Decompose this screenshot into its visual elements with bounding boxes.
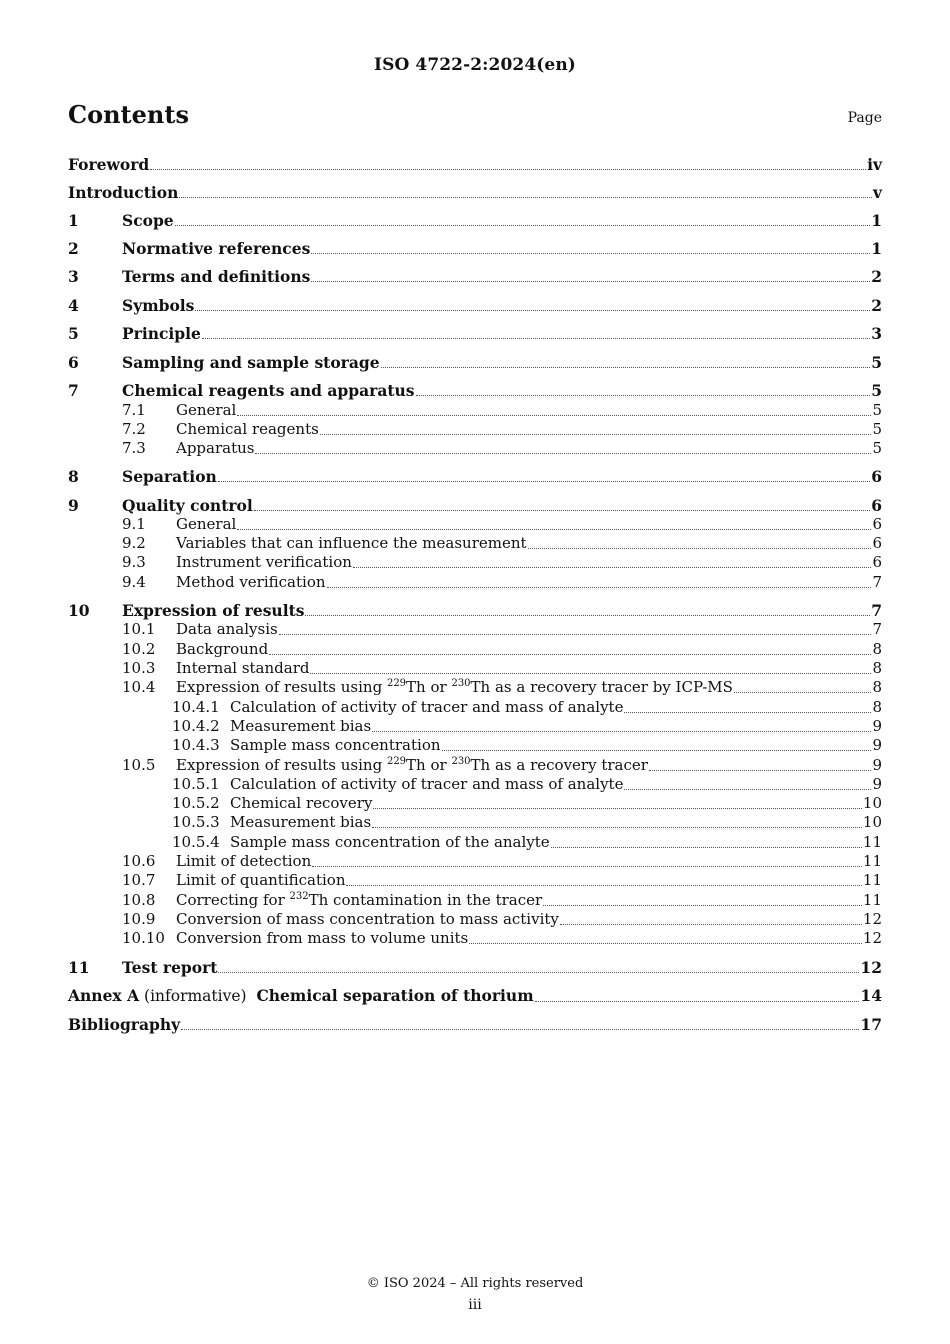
- dot-leader: [560, 923, 862, 925]
- toc-entry[interactable]: [68, 1015, 882, 1034]
- toc-entry-title: Background: [176, 640, 269, 658]
- dot-leader: [469, 942, 862, 944]
- toc-entry-title: Expression of results: [122, 601, 305, 620]
- toc-entry-page: 11: [862, 833, 882, 851]
- toc-entry-page: 8: [872, 640, 882, 658]
- toc-entry-number: 7: [68, 381, 79, 400]
- toc-entry[interactable]: [122, 891, 882, 910]
- toc-entry-title: Measurement bias: [230, 813, 372, 831]
- toc-entry[interactable]: [122, 756, 882, 775]
- dot-leader: [175, 224, 871, 226]
- dot-leader: [202, 337, 870, 339]
- toc-entry-title: [176, 891, 542, 910]
- toc-entry-page: iv: [867, 155, 882, 174]
- dot-leader: [195, 309, 870, 311]
- dot-leader: [150, 168, 866, 170]
- toc-entry-number: 10.10: [122, 929, 165, 947]
- toc-entry[interactable]: [172, 775, 882, 794]
- toc-entry-page: 7: [871, 601, 882, 620]
- toc-entry[interactable]: [122, 439, 882, 458]
- toc-entry[interactable]: [68, 381, 882, 400]
- toc-entry-page: 7: [872, 573, 882, 591]
- dot-leader: [310, 672, 871, 674]
- toc-entry-number: 6: [68, 353, 79, 372]
- toc-title-part: Th as a recovery tracer by ICP-MS: [470, 678, 733, 696]
- dot-leader: [312, 865, 862, 867]
- isotope-mass-number: 230: [451, 678, 471, 689]
- dot-leader: [254, 509, 870, 511]
- toc-entry-title: Quality control: [122, 496, 253, 515]
- toc-entry[interactable]: [68, 155, 882, 174]
- toc-entry[interactable]: [172, 833, 882, 852]
- toc-entry-page: 6: [872, 515, 882, 533]
- toc-entry[interactable]: [68, 296, 882, 315]
- toc-entry-title: Normative references: [122, 239, 311, 258]
- page-number: iii: [468, 1297, 482, 1313]
- dot-leader: [320, 433, 872, 435]
- toc-entry-number: 10: [68, 601, 90, 620]
- toc-entry-title: General: [176, 401, 237, 419]
- toc-entry-title: Scope: [122, 211, 174, 230]
- toc-entry[interactable]: [172, 698, 882, 717]
- dot-leader: [237, 414, 871, 416]
- toc-entry-page: 14: [860, 986, 882, 1005]
- toc-entry[interactable]: [68, 239, 882, 258]
- toc-entry-number: 10.8: [122, 891, 156, 909]
- toc-entry-number: 10.5.3: [172, 813, 220, 831]
- dot-leader: [305, 614, 870, 616]
- toc-entry-number: 7.3: [122, 439, 146, 457]
- toc-entry[interactable]: [122, 659, 882, 678]
- toc-entry-number: 10.4.1: [172, 698, 220, 716]
- toc-entry-title: Test report: [122, 958, 218, 977]
- toc-entry-page: 12: [860, 958, 882, 977]
- dot-leader: [381, 366, 871, 368]
- toc-entry-number: 5: [68, 324, 79, 343]
- dot-leader: [179, 196, 872, 198]
- toc-entry[interactable]: [122, 420, 882, 439]
- toc-entry-page: 11: [862, 891, 882, 909]
- toc-entry[interactable]: [68, 467, 882, 486]
- dot-leader: [279, 633, 872, 635]
- toc-entry-title: Limit of detection: [176, 852, 312, 870]
- toc-entry-number: 9.1: [122, 515, 146, 533]
- toc-entry[interactable]: [68, 183, 882, 202]
- document-id-header: ISO 4722-2:2024(en): [374, 55, 576, 75]
- toc-entry-page: 1: [871, 239, 882, 258]
- toc-entry-title: Measurement bias: [230, 717, 372, 735]
- toc-entry[interactable]: [122, 401, 882, 420]
- toc-entry-title: Data analysis: [176, 620, 278, 638]
- toc-entry-page: 8: [872, 678, 882, 696]
- toc-entry-title: Calculation of activity of tracer and mass of analyte: [230, 775, 624, 793]
- toc-entry-page: 5: [871, 381, 882, 400]
- dot-leader: [346, 884, 861, 886]
- toc-entry-page: 5: [872, 401, 882, 419]
- toc-entry-title: Terms and definitions: [122, 267, 311, 286]
- toc-entry-title: Conversion from mass to volume units: [176, 929, 469, 947]
- toc-title-part: Correcting for: [176, 891, 290, 909]
- toc-entry[interactable]: [68, 211, 882, 230]
- dot-leader: [237, 528, 871, 530]
- annex-label: Annex A: [68, 986, 140, 1005]
- toc-entry-number: 10.9: [122, 910, 156, 928]
- toc-entry-page: 6: [872, 553, 882, 571]
- toc-entry-number: 10.5.1: [172, 775, 220, 793]
- toc-entry-number: 10.6: [122, 852, 156, 870]
- toc-entry[interactable]: [122, 553, 882, 572]
- toc-entry-number: 9.3: [122, 553, 146, 571]
- toc-entry-title: Sample mass concentration of the analyte: [230, 833, 550, 851]
- toc-entry[interactable]: [122, 534, 882, 553]
- toc-entry-page: 5: [871, 353, 882, 372]
- toc-entry[interactable]: [122, 573, 882, 592]
- toc-entry-page: 3: [871, 324, 882, 343]
- toc-entry-page: 2: [871, 267, 882, 286]
- toc-entry[interactable]: [122, 929, 882, 948]
- toc-entry-page: 11: [862, 852, 882, 870]
- dot-leader: [734, 691, 872, 693]
- toc-entry-number: 10.2: [122, 640, 156, 658]
- toc-entry-title: Limit of quantification: [176, 871, 346, 889]
- toc-entry[interactable]: [68, 496, 882, 515]
- toc-entry-page: 12: [862, 910, 882, 928]
- toc-entry-page: 9: [872, 775, 882, 793]
- toc-entry-title: Chemical reagents: [176, 420, 319, 438]
- toc-entry-title: Internal standard: [176, 659, 310, 677]
- toc-entry-title: Symbols: [122, 296, 195, 315]
- toc-entry-title: Chemical reagents and apparatus: [122, 381, 415, 400]
- toc-title-part: Th as a recovery tracer: [470, 756, 648, 774]
- toc-entry-page: 2: [871, 296, 882, 315]
- toc-entry-page: v: [872, 183, 882, 202]
- toc-entry-title: Foreword: [68, 155, 150, 174]
- toc-entry-page: 8: [872, 659, 882, 677]
- toc-entry-number: 10.5.2: [172, 794, 220, 812]
- toc-entry-page: 5: [872, 439, 882, 457]
- toc-entry[interactable]: [172, 736, 882, 755]
- dot-leader: [269, 653, 871, 655]
- dot-leader: [442, 749, 872, 751]
- toc-entry[interactable]: [122, 678, 882, 697]
- toc-entry-number: 10.4.2: [172, 717, 220, 735]
- toc-entry-title: General: [176, 515, 237, 533]
- dot-leader: [528, 547, 872, 549]
- toc-entry-title: Chemical recovery: [230, 794, 373, 812]
- toc-entry-title: Method verification: [176, 573, 326, 591]
- isotope-mass-number: 229: [386, 678, 407, 689]
- toc-entry-title: Calculation of activity of tracer and mass of analyte: [230, 698, 624, 716]
- dot-leader: [372, 826, 862, 828]
- annex-kind: (informative): [139, 987, 257, 1005]
- toc-entry-number: 10.3: [122, 659, 156, 677]
- toc-entry-title: Principle: [122, 324, 201, 343]
- toc-entry-number: 9.2: [122, 534, 146, 552]
- toc-entry-title: Instrument verification: [176, 553, 352, 571]
- dot-leader: [218, 480, 870, 482]
- toc-entry-page: 5: [872, 420, 882, 438]
- toc-entry-title: Variables that can influence the measurement: [176, 534, 527, 552]
- toc-entry-title: Conversion of mass concentration to mass activity: [176, 910, 559, 928]
- toc-entry-title: Apparatus: [176, 439, 255, 457]
- toc-entry-number: 10.4: [122, 678, 156, 696]
- dot-leader: [255, 452, 871, 454]
- dot-leader: [373, 807, 861, 809]
- toc-entry-title: [176, 678, 733, 697]
- toc-entry-number: 8: [68, 467, 79, 486]
- toc-entry[interactable]: [68, 986, 882, 1006]
- toc-entry[interactable]: [122, 640, 882, 659]
- annex-title: Chemical separation of thorium: [256, 986, 534, 1005]
- toc-entry-title: [68, 986, 534, 1006]
- dot-leader: [311, 252, 870, 254]
- toc-title-part: Th or: [406, 678, 452, 696]
- dot-leader: [327, 586, 872, 588]
- toc-entry[interactable]: [172, 813, 882, 832]
- toc-entry-page: 8: [872, 698, 882, 716]
- toc-entry-number: 9.4: [122, 573, 146, 591]
- toc-entry-page: 6: [871, 467, 882, 486]
- toc-entry-number: 10.5.4: [172, 833, 220, 851]
- toc-entry[interactable]: [172, 717, 882, 736]
- toc-entry-page: 1: [871, 211, 882, 230]
- toc-entry-number: 4: [68, 296, 79, 315]
- toc-entry-number: 2: [68, 239, 79, 258]
- toc-entry[interactable]: [122, 852, 882, 871]
- toc-entry-page: 9: [872, 736, 882, 754]
- toc-entry-title: Sample mass concentration: [230, 736, 441, 754]
- toc-entry-number: 10.4.3: [172, 736, 220, 754]
- toc-entry-number: 7.2: [122, 420, 146, 438]
- toc-entry[interactable]: [68, 958, 882, 977]
- toc-entry-page: 11: [862, 871, 882, 889]
- toc-entry[interactable]: [68, 353, 882, 372]
- toc-entry[interactable]: [122, 871, 882, 890]
- toc-entry-number: 10.7: [122, 871, 156, 889]
- toc-entry-title: Sampling and sample storage: [122, 353, 380, 372]
- page-column-label: Page: [847, 110, 882, 126]
- toc-title-part: Expression of results using: [176, 678, 387, 696]
- isotope-mass-number: 230: [451, 756, 471, 767]
- toc-entry-number: 11: [68, 958, 90, 977]
- toc-entry-number: 9: [68, 496, 79, 515]
- toc-entry-title: Introduction: [68, 183, 179, 202]
- toc-entry-page: 9: [872, 717, 882, 735]
- isotope-mass-number: 229: [386, 756, 407, 767]
- toc-entry-title: [176, 756, 648, 775]
- toc-entry-title: Bibliography: [68, 1015, 181, 1034]
- page-title: Contents: [68, 100, 189, 129]
- toc-entry-number: 3: [68, 267, 79, 286]
- toc-entry-number: 10.1: [122, 620, 156, 638]
- dot-leader: [181, 1028, 859, 1030]
- toc-entry[interactable]: [68, 267, 882, 286]
- copyright-footer: © ISO 2024 – All rights reserved: [366, 1276, 584, 1291]
- dot-leader: [353, 566, 872, 568]
- toc-entry-page: 7: [872, 620, 882, 638]
- toc-entry-page: 6: [872, 534, 882, 552]
- toc-entry-page: 6: [871, 496, 882, 515]
- dot-leader: [624, 711, 871, 713]
- toc-entry[interactable]: [172, 794, 882, 813]
- isotope-mass-number: 232: [289, 891, 309, 902]
- dot-leader: [416, 394, 871, 396]
- toc-entry-number: 7.1: [122, 401, 146, 419]
- toc-title-part: Th contamination in the tracer: [308, 891, 543, 909]
- toc-entry-page: 17: [860, 1015, 882, 1034]
- dot-leader: [649, 769, 872, 771]
- dot-leader: [218, 971, 859, 973]
- toc-entry-number: 1: [68, 211, 79, 230]
- dot-leader: [372, 730, 871, 732]
- toc-entry-page: 12: [862, 929, 882, 947]
- toc-entry[interactable]: [122, 515, 882, 534]
- toc-entry-title: Separation: [122, 467, 217, 486]
- toc-entry-number: 10.5: [122, 756, 156, 774]
- toc-entry-page: 10: [862, 794, 882, 812]
- toc-entry-page: 10: [862, 813, 882, 831]
- toc-entry[interactable]: [68, 324, 882, 343]
- dot-leader: [535, 1000, 860, 1002]
- toc-entry[interactable]: [68, 601, 882, 620]
- dot-leader: [311, 280, 870, 282]
- toc-entry-page: 9: [872, 756, 882, 774]
- dot-leader: [624, 788, 871, 790]
- toc-entry[interactable]: [122, 910, 882, 929]
- dot-leader: [551, 846, 862, 848]
- toc-entry[interactable]: [122, 620, 882, 639]
- toc-title-part: Th or: [406, 756, 452, 774]
- dot-leader: [543, 904, 862, 906]
- toc-title-part: Expression of results using: [176, 756, 387, 774]
